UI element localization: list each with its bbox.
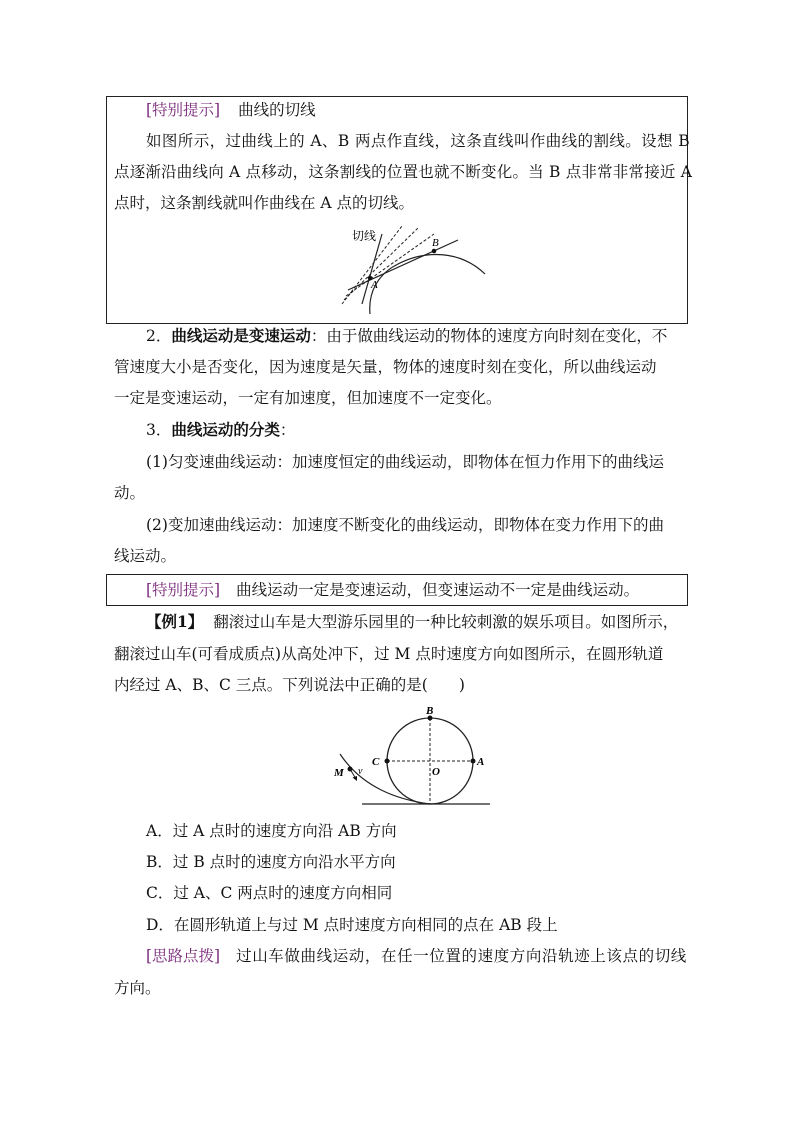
label-m: M	[334, 767, 344, 779]
tip1-heading	[146, 100, 316, 120]
para3-colon: ：	[279, 421, 296, 439]
para3-2-line-1: (2)变加速曲线运动：加速度不断变化的曲线运动，即物体在变力作用下的曲	[146, 516, 664, 534]
para2-bold-title: 曲线运动是变速运动	[171, 326, 311, 345]
point-b	[432, 249, 437, 254]
example-line-2: 翻滚过山车(可看成质点)从高处冲下，过 M 点时速度方向如图所示，在圆形轨道	[114, 645, 664, 663]
label-o: O	[432, 766, 440, 778]
label-b: B	[426, 705, 434, 717]
para2-line-1	[146, 326, 667, 346]
roller-coaster-figure	[326, 700, 496, 810]
label-c: C	[372, 756, 380, 768]
tip1-title: 曲线的切线	[238, 101, 316, 119]
example-label: 【例1】	[146, 612, 204, 631]
para3-bold-title: 曲线运动的分类	[171, 420, 280, 439]
para3-number: 3．	[146, 421, 172, 439]
curve	[370, 255, 485, 314]
tip1-line-1: 如图所示，过曲线上的 A、B 两点作直线，这条直线叫作曲线的割线。设想 B	[146, 132, 691, 150]
label-a: A	[371, 279, 378, 291]
label-tangent: 切线	[352, 229, 377, 243]
tip1-line-3: 点时，这条割线就叫作曲线在 A 点的切线。	[114, 194, 415, 212]
dashed-secant-3	[346, 234, 434, 296]
option-c: C．过 A、C 两点时的速度方向相同	[146, 884, 393, 902]
example-line-1	[146, 612, 678, 632]
para3-1-line-2: 动。	[114, 484, 146, 502]
para2-line-2: 管速度大小是否变化，因为速度是矢量，物体的速度时刻在变化，所以曲线运动	[114, 358, 657, 376]
point-c	[385, 759, 390, 764]
example-line-3: 内经过 A、B、C 三点。下列说法中正确的是( )	[114, 676, 465, 694]
para2-line-3: 一定是变速运动，一定有加速度，但加速度不一定变化。	[114, 389, 502, 407]
tip2-label: [特别提示]	[146, 581, 221, 599]
velocity-arrowhead	[353, 776, 358, 781]
point-a	[471, 759, 476, 764]
label-b: B	[432, 237, 439, 249]
para3-heading	[146, 420, 295, 440]
label-v: v	[358, 766, 363, 777]
tip1-line-2: 点逐渐沿曲线向 A 点移动，这条割线的位置也就不断变化。当 B 点非常非常接近 A	[114, 163, 693, 181]
para3-1-line-1: (1)匀变速曲线运动：加速度恒定的曲线运动，即物体在恒力作用下的曲线运	[146, 453, 664, 471]
option-a: A．过 A 点时的速度方向沿 AB 方向	[146, 822, 397, 840]
para2-text: ：由于做曲线运动的物体的速度方向时刻在变化，不	[310, 327, 668, 345]
tangent-secant-figure	[330, 222, 500, 314]
tip2-line	[146, 580, 639, 600]
tip1-label: [特别提示]	[146, 101, 221, 119]
example-text-1: 翻滚过山车是大型游乐园里的一种比较刺激的娱乐项目。如图所示，	[213, 613, 679, 631]
para2-number: 2．	[146, 327, 172, 345]
tip2-text: 曲线运动一定是变速运动，但变速运动不一定是曲线运动。	[236, 581, 640, 599]
option-b: B．过 B 点时的速度方向沿水平方向	[146, 853, 396, 871]
hint-line-1	[146, 946, 687, 966]
option-d: D．在圆形轨道上与过 M 点时速度方向相同的点在 AB 段上	[146, 916, 558, 934]
para3-2-line-2: 线运动。	[114, 547, 177, 565]
hint-text: 过山车做曲线运动，在任一位置的速度方向沿轨迹上该点的切线	[236, 947, 687, 965]
hint-label: [思路点拨]	[146, 947, 221, 965]
hint-line-2: 方向。	[114, 979, 161, 997]
label-a: A	[477, 756, 485, 768]
